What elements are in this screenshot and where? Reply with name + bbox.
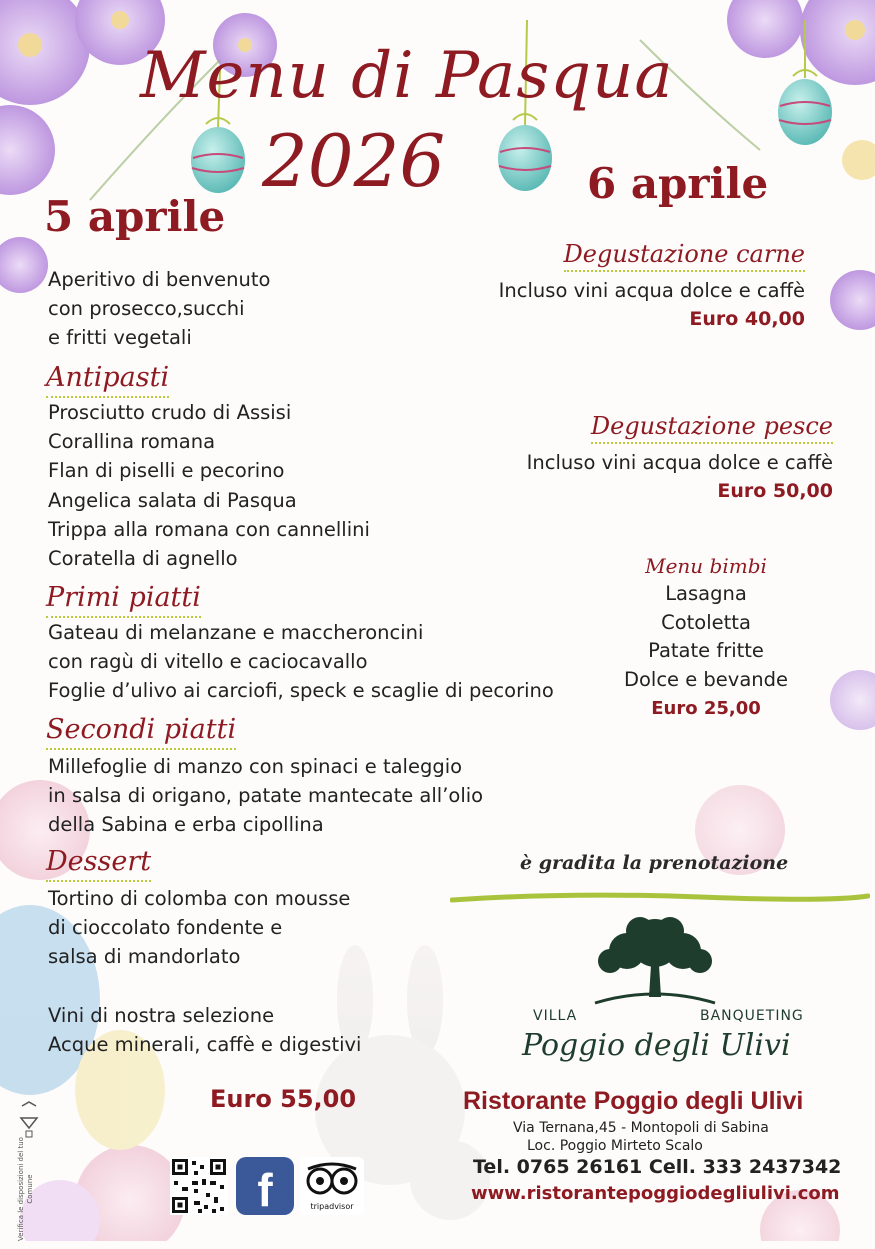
day1-price: Euro 55,00 — [210, 1085, 357, 1113]
restaurant-name: Ristorante Poggio degli Ulivi — [463, 1087, 804, 1115]
intro-line: con prosecco,succhi — [48, 297, 245, 321]
menu-item: Gateau di melanzane e maccheroncini — [48, 621, 424, 644]
day1-date: 5 aprile — [44, 192, 226, 241]
bimbi-block — [600, 552, 812, 724]
booking-note: è gradita la prenotazione — [520, 852, 789, 874]
phone-numbers: Tel. 0765 26161 Cell. 333 2437342 — [473, 1156, 842, 1178]
extras-line: Acque minerali, caffè e digestivi — [48, 1033, 362, 1057]
pesce-price: Euro 50,00 — [717, 480, 833, 503]
logo-banqueting: BANQUETING — [700, 1008, 804, 1024]
olive-tree-logo-icon — [585, 915, 725, 1010]
bimbi-heading: Menu bimbi — [645, 554, 767, 578]
carne-heading: Degustazione carne — [564, 240, 805, 272]
extras-line: Vini di nostra selezione — [48, 1004, 275, 1027]
menu-item: della Sabina e erba cipollina — [48, 813, 324, 837]
logo-villa: VILLA — [533, 1008, 578, 1024]
pesce-heading: Degustazione pesce — [591, 412, 833, 444]
carne-note: Incluso vini acqua dolce e caffè — [498, 279, 805, 302]
menu-item: Prosciutto crudo di Assisi — [48, 401, 292, 424]
menu-item: Tortino di colomba con mousse — [48, 887, 351, 910]
section-secondi — [46, 714, 236, 750]
section-dessert — [46, 846, 151, 882]
carne-block — [499, 240, 805, 333]
website-link[interactable]: www.ristorantepoggiodegliulivi.com — [471, 1183, 840, 1204]
bimbi-item: Lasagna — [665, 582, 747, 605]
secondi-list — [48, 752, 483, 840]
menu-item: Angelica salata di Pasqua — [48, 488, 297, 512]
day1-intro — [48, 265, 270, 353]
primi-list — [48, 618, 554, 706]
logo-name: Poggio degli Ulivi — [522, 1028, 791, 1063]
menu-item: in salsa di origano, patate mantecate all’olio — [48, 784, 484, 808]
menu-item: di cioccolato fondente e — [48, 916, 283, 940]
bimbi-list — [600, 580, 812, 694]
title-line1: Menu di Pasqua — [140, 39, 674, 113]
menu-item: Trippa alla romana con cannellini — [48, 517, 370, 541]
section-heading: Secondi piatti — [46, 714, 236, 750]
qr-code-icon[interactable] — [170, 1157, 228, 1215]
recycling-note: Verifica le disposizioni del tuo Comune — [17, 1137, 34, 1241]
menu-item: Foglie d’ulivo ai carciofi, speck e scaglie di pecorino — [48, 679, 554, 703]
tripadvisor-icon[interactable] — [300, 1157, 364, 1215]
carne-price: Euro 40,00 — [689, 308, 805, 331]
svg-text:f: f — [257, 1164, 273, 1215]
bimbi-item: Cotoletta — [661, 610, 751, 634]
section-heading: Dessert — [46, 846, 151, 882]
day2-date: 6 aprile — [587, 159, 769, 208]
menu-item: Millefoglie di manzo con spinaci e taleggio — [48, 755, 463, 778]
pesce-note: Incluso vini acqua dolce e caffè — [526, 451, 833, 474]
antipasti-list — [48, 398, 370, 573]
tripadvisor-label: tripadvisor — [310, 1202, 354, 1211]
day1-extras — [48, 1001, 361, 1059]
menu-item: salsa di mandorlato — [48, 945, 241, 969]
bimbi-price: Euro 25,00 — [651, 698, 761, 719]
menu-item: con ragù di vitello e caciocavallo — [48, 650, 368, 674]
pesce-block — [527, 412, 833, 505]
address-line2: Loc. Poggio Mirteto Scalo — [527, 1138, 703, 1154]
intro-line: e fritti vegetali — [48, 326, 192, 350]
bimbi-item: Dolce e bevande — [623, 667, 789, 691]
section-antipasti — [46, 362, 169, 398]
facebook-icon[interactable] — [236, 1157, 294, 1215]
menu-item: Coratella di agnello — [48, 547, 238, 571]
menu-item: Flan di piselli e pecorino — [48, 459, 285, 483]
green-brush-stroke — [450, 888, 870, 908]
address-line1: Via Ternana,45 - Montopoli di Sabina — [513, 1120, 769, 1136]
section-heading: Antipasti — [46, 362, 169, 398]
dessert-list — [48, 884, 350, 972]
title-line2: 2026 — [262, 119, 446, 203]
bimbi-item: Patate fritte — [648, 639, 764, 662]
intro-line: Aperitivo di benvenuto — [48, 268, 271, 291]
menu-item: Corallina romana — [48, 430, 216, 454]
section-primi — [46, 582, 201, 618]
section-heading: Primi piatti — [46, 582, 201, 618]
